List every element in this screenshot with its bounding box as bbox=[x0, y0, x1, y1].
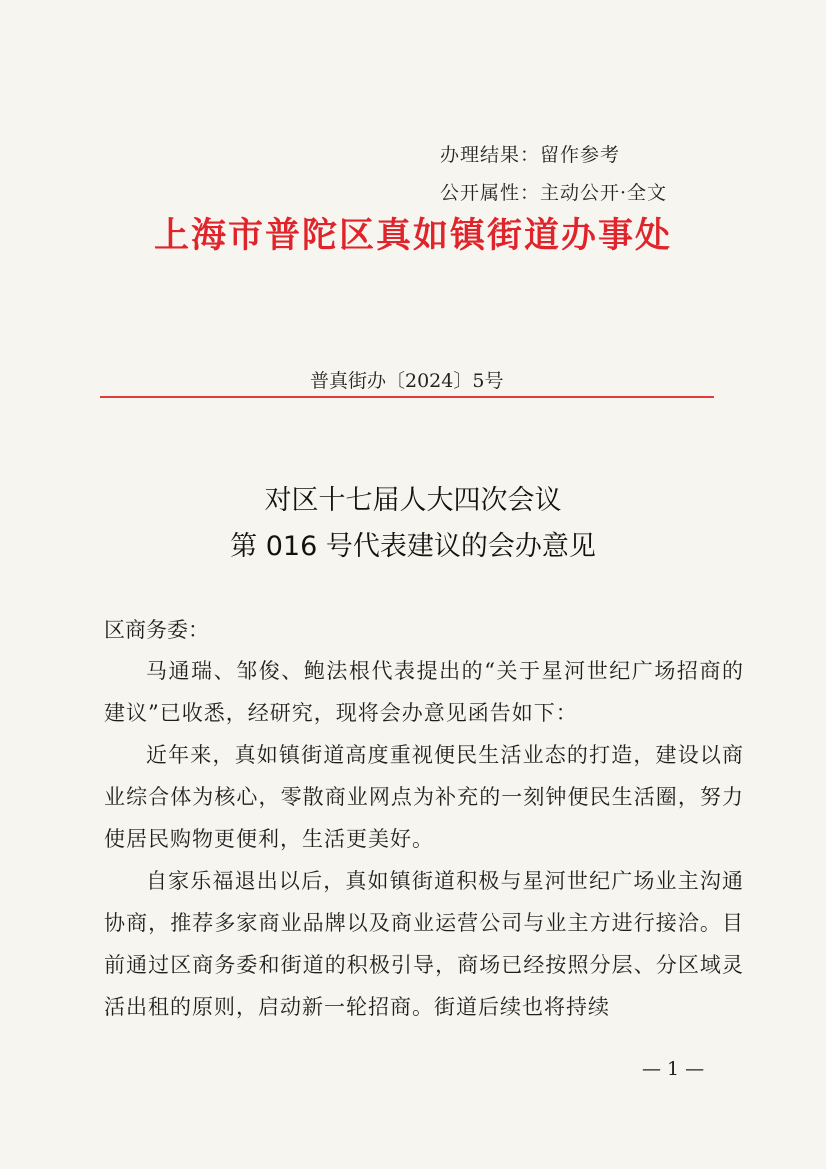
page-number: — 1 — bbox=[642, 1058, 705, 1080]
body-paragraph-3: 自家乐福退出以后，真如镇街道积极与星河世纪广场业主沟通协商，推荐多家商业品牌以及商业运营公司与业主方进行接洽。目前通过区商务委和街道的积极引导，商场已经按照分层、分区域灵活出租的原则，启动新一轮招商。街道后续也将持续 bbox=[104, 869, 744, 1019]
document-title-line-1: 对区十七届人大四次会议 bbox=[264, 485, 562, 516]
body-paragraph-1: 马通瑞、邹俊、鲍法根代表提出的“关于星河世纪广场招商的建议”已收悉，经研究，现将会办意见函告如下： bbox=[104, 659, 744, 725]
document-title-line-2: 第 016 号代表建议的会办意见 bbox=[230, 531, 596, 562]
body-paragraph-2: 近年来，真如镇街道高度重视便民生活业态的打造，建设以商业综合体为核心，零散商业网点为补充的一刻钟便民生活圈，努力使居民购物更便利，生活更美好。 bbox=[104, 743, 744, 851]
issuer-header: 上海市普陀区真如镇街道办事处 bbox=[153, 215, 672, 256]
document-body bbox=[104, 650, 744, 1028]
disclosure-attribute: 公开属性：主动公开·全文 bbox=[440, 182, 668, 204]
recipient: 区商务委： bbox=[104, 618, 209, 642]
document-number: 普真街办〔2024〕5号 bbox=[310, 370, 504, 392]
red-separator-line bbox=[100, 396, 714, 398]
handling-result: 办理结果：留作参考 bbox=[440, 144, 621, 166]
